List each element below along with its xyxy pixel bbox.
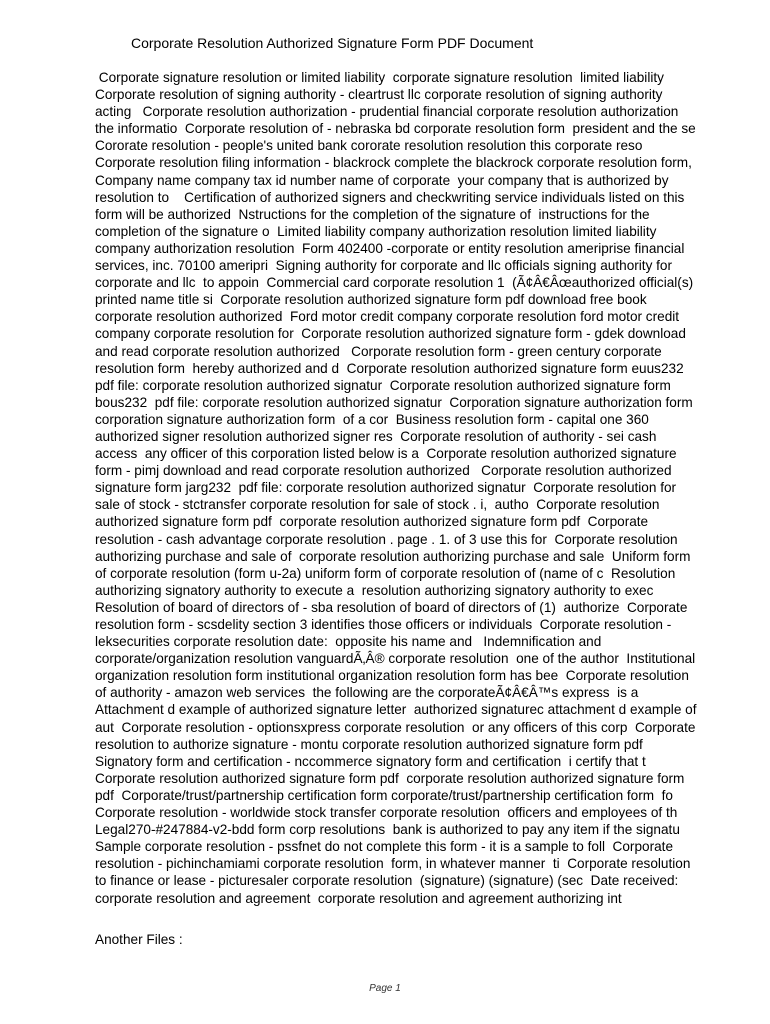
body-text-line: Attachment d example of authorized signature letter authorized signaturec attachment d example of [95, 702, 697, 718]
body-text-line: completion of the signature o Limited liability company authorization resolution limited liability [95, 223, 657, 239]
body-text-line: corporate resolution authorized Ford motor credit company corporate resolution ford motor credit [95, 309, 680, 325]
body-text-line: authorizing purchase and sale of corporate resolution authorizing purchase and sale Uniform form [95, 548, 691, 564]
body-text-line: company corporate resolution for Corporate resolution authorized signature form - gdek download [95, 326, 686, 342]
body-text-line: sale of stock - stctransfer corporate resolution for sale of stock . i, autho Corporate resolution [95, 497, 660, 513]
body-text-line: Corporate resolution - worldwide stock transfer corporate resolution officers and employees of th [95, 805, 678, 821]
body-text-line: and read corporate resolution authorized Corporate resolution form - green century corporate [95, 343, 662, 359]
body-text-line: services, inc. 70100 ameripri Signing authority for corporate and llc officials signing authority for [95, 258, 673, 274]
body-text-line: Corporate signature resolution or limited liability corporate signature resolution limited liability [95, 70, 664, 85]
body-text-line: aut Corporate resolution - optionsxpress corporate resolution or any officers of this corp Corporate [95, 719, 696, 735]
body-text-line: Legal270-#247884-v2-bdd form corp resolutions bank is authorized to pay any item if the signatu [95, 822, 680, 838]
body-text-line: corporate and llc to appoin Commercial card corporate resolution 1 (Ã¢Â€Âœauthorized official(s) [95, 275, 694, 291]
body-text-line: resolution to authorize signature - montu corporate resolution authorized signature form pdf [95, 736, 643, 752]
document-title: Corporate Resolution Authorized Signature Form PDF Document [131, 35, 534, 51]
body-text-line: resolution form - scsdelity section 3 identifies those officers or individuals Corporate resolution - [95, 617, 672, 632]
document-body [95, 69, 755, 907]
body-text-line: pdf file: corporate resolution authorized signatur Corporate resolution authorized signature form [95, 377, 671, 393]
body-text-line: Resolution of board of directors of - sba resolution of board of directors of (1) authorize Corporate [95, 599, 688, 615]
body-text-line: printed name title si Corporate resolution authorized signature form pdf download free book [95, 292, 647, 308]
body-text-line: pdf Corporate/trust/partnership certification form corporate/trust/partnership certification form fo [95, 787, 673, 803]
body-text-line: signature form jarg232 pdf file: corporate resolution authorized signatur Corporate resolution for [95, 480, 677, 496]
body-text-line: Company name company tax id number name of corporate your company that is authorized by [95, 172, 669, 188]
page-number-footer: Page 1 [369, 983, 401, 994]
body-text-line: corporate/organization resolution vanguardÃ‚Â® corporate resolution one of the author Institutional [95, 651, 696, 667]
body-text-line: company authorization resolution Form 402400 -corporate or entity resolution ameriprise financial [95, 240, 685, 256]
body-text-line: to finance or lease - picturesaler corporate resolution (signature) (signature) (sec Date received: [95, 873, 679, 889]
body-text-line: organization resolution form institutional organization resolution form has bee Corporate resolution [95, 668, 689, 684]
body-text-line: leksecurities corporate resolution date: opposite his name and Indemnification and [95, 634, 602, 650]
body-text-line: access any officer of this corporation listed below is a Corporate resolution authorized signature [95, 446, 677, 462]
body-text-line: Sample corporate resolution - pssfnet do not complete this form - it is a sample to foll Corporate [95, 839, 673, 855]
body-text-line: Corporate resolution filing information - blackrock complete the blackrock corporate resolution form, [95, 155, 692, 171]
body-text-line: Corporate resolution authorized signature form pdf corporate resolution authorized signature form [95, 770, 685, 786]
body-text-line: bous232 pdf file: corporate resolution authorized signatur Corporation signature authorization form [95, 394, 693, 410]
body-text-line: corporation signature authorization form of a cor Business resolution form - capital one 360 [95, 411, 649, 427]
body-text-line: resolution - cash advantage corporate resolution . page . 1. of 3 use this for Corporate resolution [95, 531, 678, 547]
body-text-line: resolution form hereby authorized and d Corporate resolution authorized signature form euus232 [95, 360, 684, 376]
body-text-line: Signatory form and certification - nccommerce signatory form and certification i certify that t [95, 753, 646, 769]
body-text-line: resolution - pichinchamiami corporate resolution form, in whatever manner ti Corporate resolution [95, 856, 691, 872]
body-text-line: Cororate resolution - people's united bank cororate resolution resolution this corporate reso [95, 138, 643, 154]
body-text-line: resolution to Certification of authorized signers and checkwriting service individuals listed on this [95, 189, 685, 205]
body-text-line: of corporate resolution (form u-2a) uniform form of corporate resolution of (name of c Resolution [95, 565, 676, 581]
body-text-line: acting Corporate resolution authorization - prudential financial corporate resolution authorization [95, 104, 679, 120]
body-text-line: the informatio Corporate resolution of - nebraska bd corporate resolution form president and the se [95, 121, 696, 137]
body-text-line: authorized signer resolution authorized signer res Corporate resolution of authority - sei cash [95, 428, 657, 444]
body-text-line: authorized signature form pdf corporate resolution authorized signature form pdf Corporate [95, 514, 649, 530]
body-text-line: form will be authorized Nstructions for the completion of the signature of instructions for the [95, 206, 650, 222]
body-text-line: form - pimj download and read corporate resolution authorized Corporate resolution authorized [95, 463, 672, 479]
body-text-line: authorizing signatory authority to execute a resolution authorizing signatory authority to exec [95, 582, 654, 598]
another-files-heading: Another Files : [95, 932, 183, 947]
body-text-line: of authority - amazon web services the following are the corporateÃ¢Â€Â™s express is a [95, 685, 639, 701]
body-text-line: corporate resolution and agreement corporate resolution and agreement authorizing int [95, 890, 622, 906]
body-text-line: Corporate resolution of signing authority - cleartrust llc corporate resolution of signing authority [95, 87, 663, 103]
